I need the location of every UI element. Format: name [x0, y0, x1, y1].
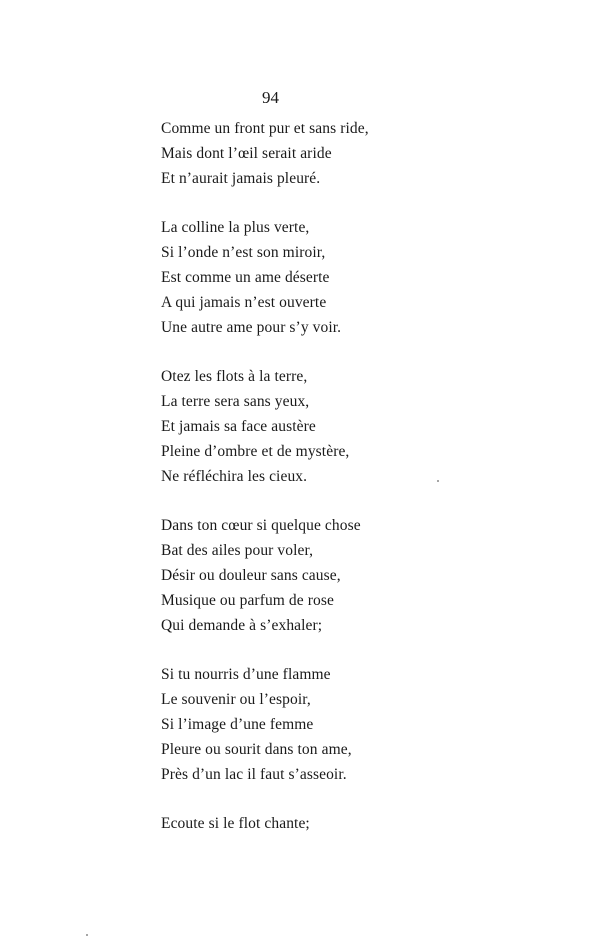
poem-line: Otez les flots à la terre, — [161, 368, 308, 385]
poem-line: Dans ton cœur si quelque chose — [161, 517, 361, 534]
poem-line: Mais dont l’œil serait aride — [161, 145, 332, 162]
page-number: 94 — [262, 88, 279, 107]
poem-line: Si l’onde n’est son miroir, — [161, 244, 326, 261]
poem-line: Désir ou douleur sans cause, — [161, 567, 341, 584]
poem-line: Est comme un ame déserte — [161, 269, 330, 286]
poem-line: Qui demande à s’exhaler; — [161, 617, 323, 634]
poem-line: Ne réfléchira les cieux. — [161, 468, 308, 485]
stanza-gap — [161, 489, 491, 513]
poem-line: A qui jamais n’est ouverte — [161, 294, 327, 311]
poem-line: Bat des ailes pour voler, — [161, 542, 314, 559]
stanza-gap — [161, 638, 491, 662]
poem-line: Près d’un lac il faut s’asseoir. — [161, 766, 347, 783]
poem-line: La colline la plus verte, — [161, 219, 310, 236]
poem-line: Ecoute si le flot chante; — [161, 815, 310, 832]
scan-speck — [437, 480, 439, 482]
poem-line: Et jamais sa face austère — [161, 418, 316, 435]
poem-line: La terre sera sans yeux, — [161, 393, 310, 410]
poem-line: Comme un front pur et sans ride, — [161, 120, 369, 137]
stanza-5 — [161, 662, 491, 787]
poem-line: Une autre ame pour s’y voir. — [161, 319, 342, 336]
poem-line: Pleine d’ombre et de mystère, — [161, 443, 350, 460]
poem-text — [161, 116, 491, 836]
stanza-2 — [161, 215, 491, 340]
stanza-1 — [161, 116, 491, 191]
scan-speck — [86, 934, 88, 936]
stanza-4 — [161, 513, 491, 638]
poem-line: Le souvenir ou l’espoir, — [161, 691, 311, 708]
poem-line: Et n’aurait jamais pleuré. — [161, 170, 321, 187]
stanza-gap — [161, 340, 491, 364]
poem-line: Pleure ou sourit dans ton ame, — [161, 741, 352, 758]
stanza-gap — [161, 787, 491, 811]
poem-line: Si tu nourris d’une flamme — [161, 666, 331, 683]
stanza-3 — [161, 364, 491, 489]
stanza-6 — [161, 811, 491, 836]
stanza-gap — [161, 191, 491, 215]
poem-line: Musique ou parfum de rose — [161, 592, 334, 609]
poem-line: Si l’image d’une femme — [161, 716, 314, 733]
